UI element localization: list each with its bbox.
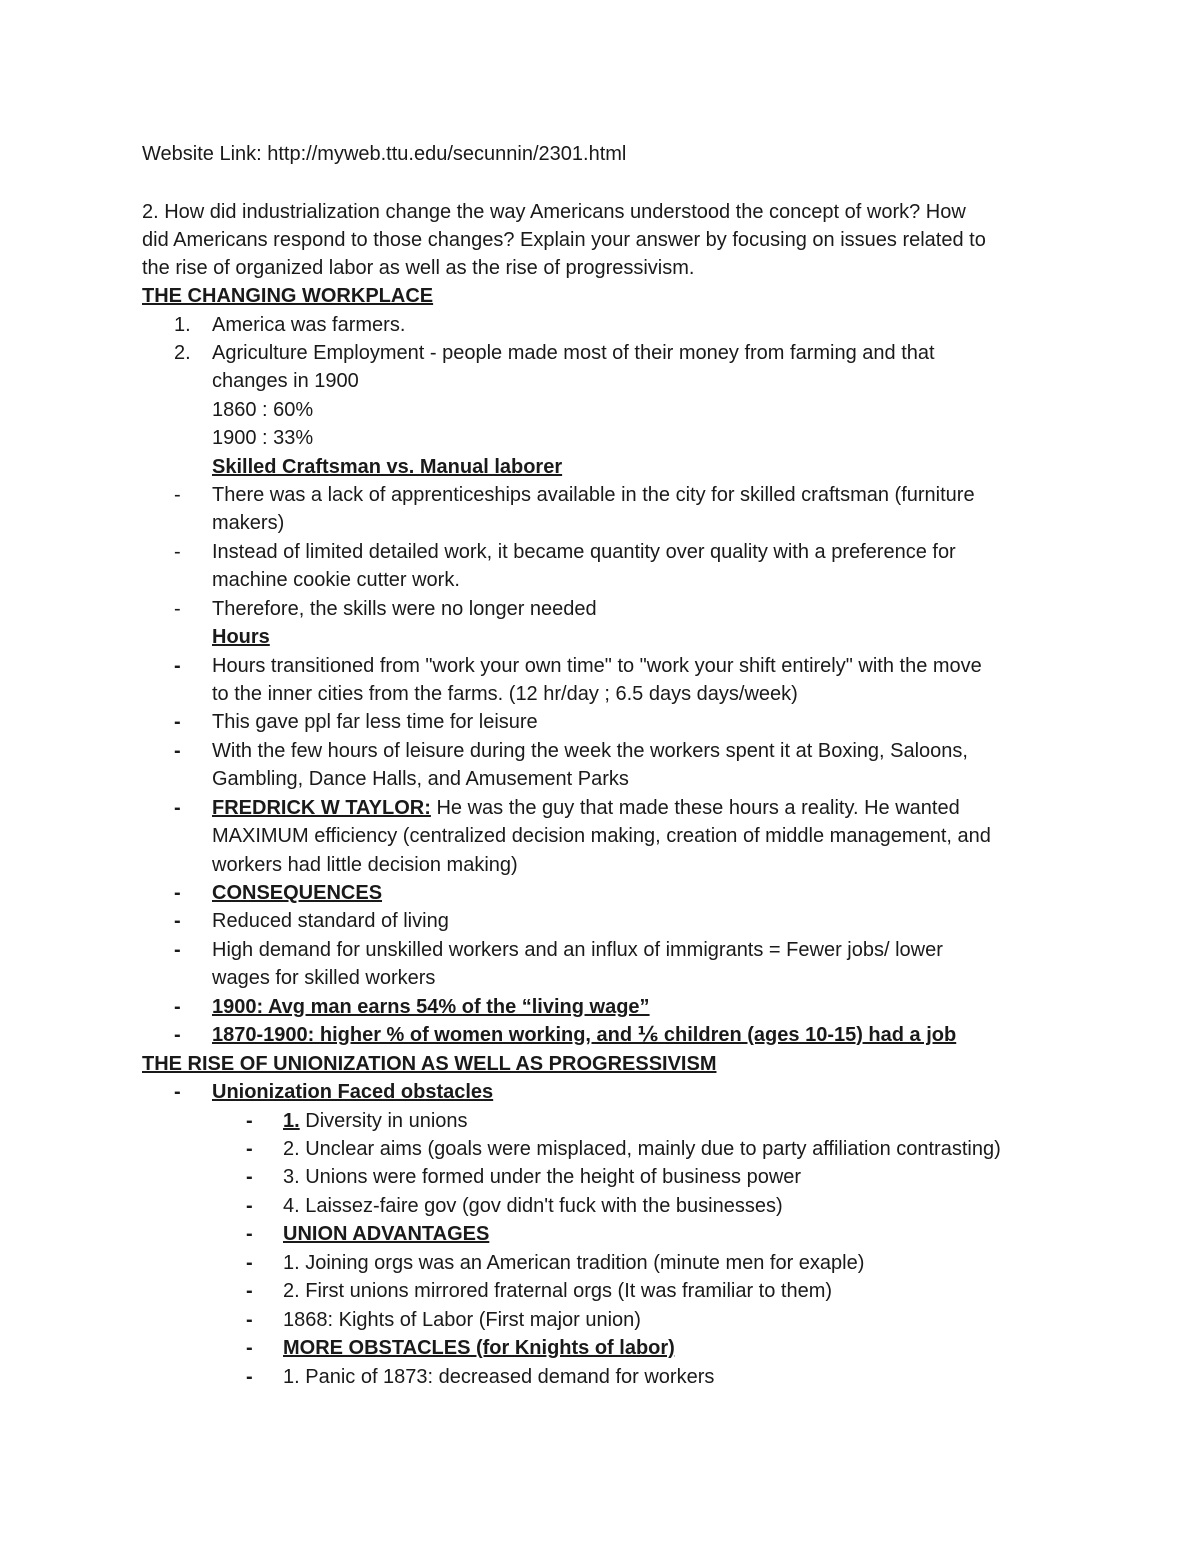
bullet-dash: - [246, 1223, 253, 1245]
bullet-dash: - [174, 882, 181, 904]
bullet-dash: - [174, 939, 181, 961]
bullet-dash: - [174, 541, 181, 563]
bullet-dash: - [174, 797, 181, 819]
subheading-union-advantages: UNION ADVANTAGES [283, 1223, 490, 1245]
taylor-line [212, 794, 960, 822]
subheading-skilled-craftsman: Skilled Craftsman vs. Manual laborer [212, 456, 563, 478]
bullet-text-continuation: MAXIMUM efficiency (centralized decision making, creation of middle management, and [212, 825, 991, 847]
stat-women-children: 1870-1900: higher % of women working, and ⅙ children (ages 10-15) had a job [212, 1024, 957, 1046]
website-line [142, 140, 626, 168]
bullet-dash: - [246, 1280, 253, 1302]
question-line: did Americans respond to those changes? Explain your answer by focusing on issues related to [142, 229, 986, 251]
section-heading-unionization: THE RISE OF UNIONIZATION AS WELL AS PROGRESSIVISM [142, 1053, 717, 1075]
list-item-continuation: 1860 : 60% [212, 399, 314, 421]
bullet-dash: - [246, 1366, 253, 1388]
bullet-dash: - [174, 598, 181, 620]
bullet-dash: - [246, 1195, 253, 1217]
website-url[interactable]: http://myweb.ttu.edu/secunnin/2301.html [267, 143, 627, 165]
obstacle-number: 1. [283, 1110, 300, 1132]
bullet-text: Instead of limited detailed work, it became quantity over quality with a preference for [212, 541, 956, 563]
taylor-name: FREDRICK W TAYLOR: [212, 797, 431, 819]
bullet-dash: - [174, 1024, 181, 1046]
nested-bullet-text: 3. Unions were formed under the height of business power [283, 1166, 802, 1188]
bullet-text-continuation: workers had little decision making) [212, 854, 518, 876]
list-number: 1. [174, 314, 191, 336]
bullet-text-continuation: makers) [212, 512, 285, 534]
list-item: America was farmers. [212, 314, 406, 336]
nested-bullet-text: 1. Joining orgs was an American tradition (minute men for exaple) [283, 1252, 865, 1274]
section-heading-changing-workplace: THE CHANGING WORKPLACE [142, 285, 434, 307]
bullet-text: Hours transitioned from "work your own time" to "work your shift entirely" with the move [212, 655, 982, 677]
bullet-text: This gave ppl far less time for leisure [212, 711, 538, 733]
subheading-hours: Hours [212, 626, 270, 648]
obstacle-text: Diversity in unions [299, 1110, 468, 1132]
nested-bullet-text [283, 1107, 468, 1135]
bullet-text-continuation: to the inner cities from the farms. (12 hr/day ; 6.5 days days/week) [212, 683, 798, 705]
nested-bullet-text: 1868: Kights of Labor (First major union) [283, 1309, 641, 1331]
bullet-dash: - [246, 1309, 253, 1331]
bullet-text-continuation: wages for skilled workers [212, 967, 436, 989]
subheading-more-obstacles: MORE OBSTACLES (for Knights of labor) [283, 1337, 675, 1359]
bullet-text-continuation: Gambling, Dance Halls, and Amusement Parks [212, 768, 629, 790]
list-item-continuation: changes in 1900 [212, 370, 359, 392]
question-line: the rise of organized labor as well as the rise of progressivism. [142, 257, 695, 279]
list-number: 2. [174, 342, 191, 364]
stat-living-wage: 1900: Avg man earns 54% of the “living wage” [212, 996, 650, 1018]
bullet-dash: - [174, 484, 181, 506]
question-line: 2. How did industrialization change the way Americans understood the concept of work? How [142, 201, 966, 223]
list-item-continuation: 1900 : 33% [212, 427, 314, 449]
bullet-dash: - [174, 996, 181, 1018]
bullet-dash: - [174, 740, 181, 762]
bullet-text: High demand for unskilled workers and an influx of immigrants = Fewer jobs/ lower [212, 939, 943, 961]
website-label: Website Link: [142, 143, 262, 165]
bullet-text: With the few hours of leisure during the week the workers spent it at Boxing, Saloons, [212, 740, 968, 762]
bullet-text: Reduced standard of living [212, 910, 449, 932]
bullet-text-continuation: machine cookie cutter work. [212, 569, 460, 591]
subheading-consequences: CONSEQUENCES [212, 882, 383, 904]
bullet-text: Therefore, the skills were no longer needed [212, 598, 597, 620]
taylor-text: He was the guy that made these hours a reality. He wanted [430, 797, 960, 819]
list-item: Agriculture Employment - people made most of their money from farming and that [212, 342, 935, 364]
bullet-dash: - [246, 1252, 253, 1274]
nested-bullet-text: 2. Unclear aims (goals were misplaced, mainly due to party affiliation contrasting) [283, 1138, 1001, 1160]
nested-bullet-text: 1. Panic of 1873: decreased demand for workers [283, 1366, 715, 1388]
nested-bullet-text: 2. First unions mirrored fraternal orgs (It was framiliar to them) [283, 1280, 833, 1302]
bullet-dash: - [174, 711, 181, 733]
bullet-dash: - [174, 910, 181, 932]
bullet-dash: - [246, 1337, 253, 1359]
nested-bullet-text: 4. Laissez-faire gov (gov didn't fuck with the businesses) [283, 1195, 783, 1217]
subheading-obstacles: Unionization Faced obstacles [212, 1081, 494, 1103]
bullet-dash: - [174, 1081, 181, 1103]
bullet-dash: - [246, 1138, 253, 1160]
bullet-dash: - [246, 1110, 253, 1132]
bullet-dash: - [174, 655, 181, 677]
bullet-text: There was a lack of apprenticeships available in the city for skilled craftsman (furniture [212, 484, 975, 506]
bullet-dash: - [246, 1166, 253, 1188]
